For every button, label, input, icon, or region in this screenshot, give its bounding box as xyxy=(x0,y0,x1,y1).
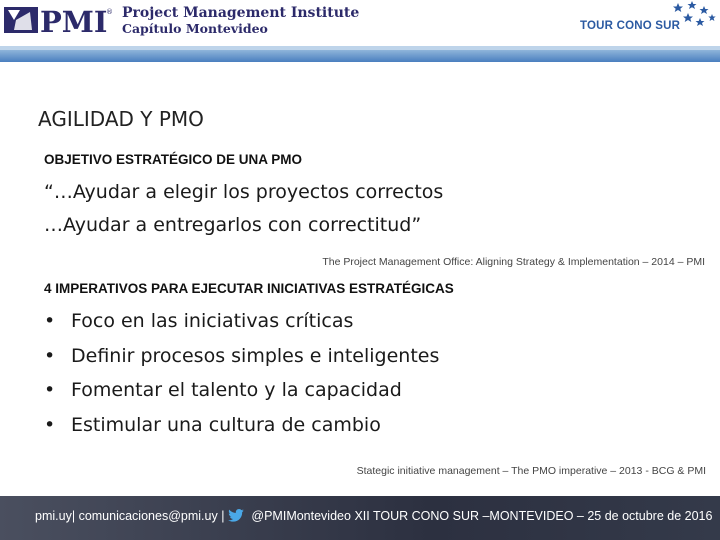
svg-text:®: ® xyxy=(106,8,113,16)
footer-email-link[interactable]: comunicaciones@pmi.uy xyxy=(78,509,218,523)
bullet-dot: • xyxy=(44,413,56,436)
citation-pmo-2014: The Project Management Office: Aligning Strategy & Implementation – 2014 – PMI xyxy=(322,256,705,268)
pmi-name-block xyxy=(122,5,359,37)
chapter-name: Capítulo Montevideo xyxy=(122,21,268,36)
header-band xyxy=(0,50,720,62)
svg-text:PMI: PMI xyxy=(40,5,108,36)
list-item-text: Estimular una cultura de cambio xyxy=(71,413,381,436)
pmi-name: Project Management Institute xyxy=(122,5,360,21)
quote-line-1: “…Ayudar a elegir los proyectos correctos xyxy=(44,181,444,203)
objective-heading: OBJETIVO ESTRATÉGICO DE UNA PMO xyxy=(44,152,303,167)
tour-cono-sur-label: TOUR CONO SUR xyxy=(580,20,681,32)
slide-title: AGILIDAD Y PMO xyxy=(38,107,204,131)
twitter-bird-icon xyxy=(228,509,244,522)
bullet-dot: • xyxy=(44,379,56,401)
footer-separator: | xyxy=(221,509,225,523)
bullet-dot: • xyxy=(44,344,56,367)
bullet-dot: • xyxy=(44,310,56,332)
imperatives-heading: 4 IMPERATIVOS PARA EJECUTAR INICIATIVAS ESTRATÉGICAS xyxy=(44,281,454,296)
footer-text xyxy=(35,509,712,523)
citation-bcg-2013: Stategic initiative management – The PMO imperative – 2013 - BCG & PMI xyxy=(356,465,706,477)
footer-twitter-handle[interactable]: @PMIMontevideo xyxy=(251,509,351,523)
footer-site-link[interactable]: pmi.uy| xyxy=(35,509,76,523)
quote-line-2: …Ayudar a entregarlos con correctitud” xyxy=(44,214,422,236)
list-item-text: Fomentar el talento y la capacidad xyxy=(71,379,402,401)
list-item-text: Definir procesos simples e inteligentes xyxy=(71,344,440,367)
pmi-logo xyxy=(4,4,116,36)
footer-event: XII TOUR CONO SUR –MONTEVIDEO – 25 de octubre de 2016 xyxy=(354,509,713,523)
list-item-text: Foco en las iniciativas críticas xyxy=(71,310,354,332)
